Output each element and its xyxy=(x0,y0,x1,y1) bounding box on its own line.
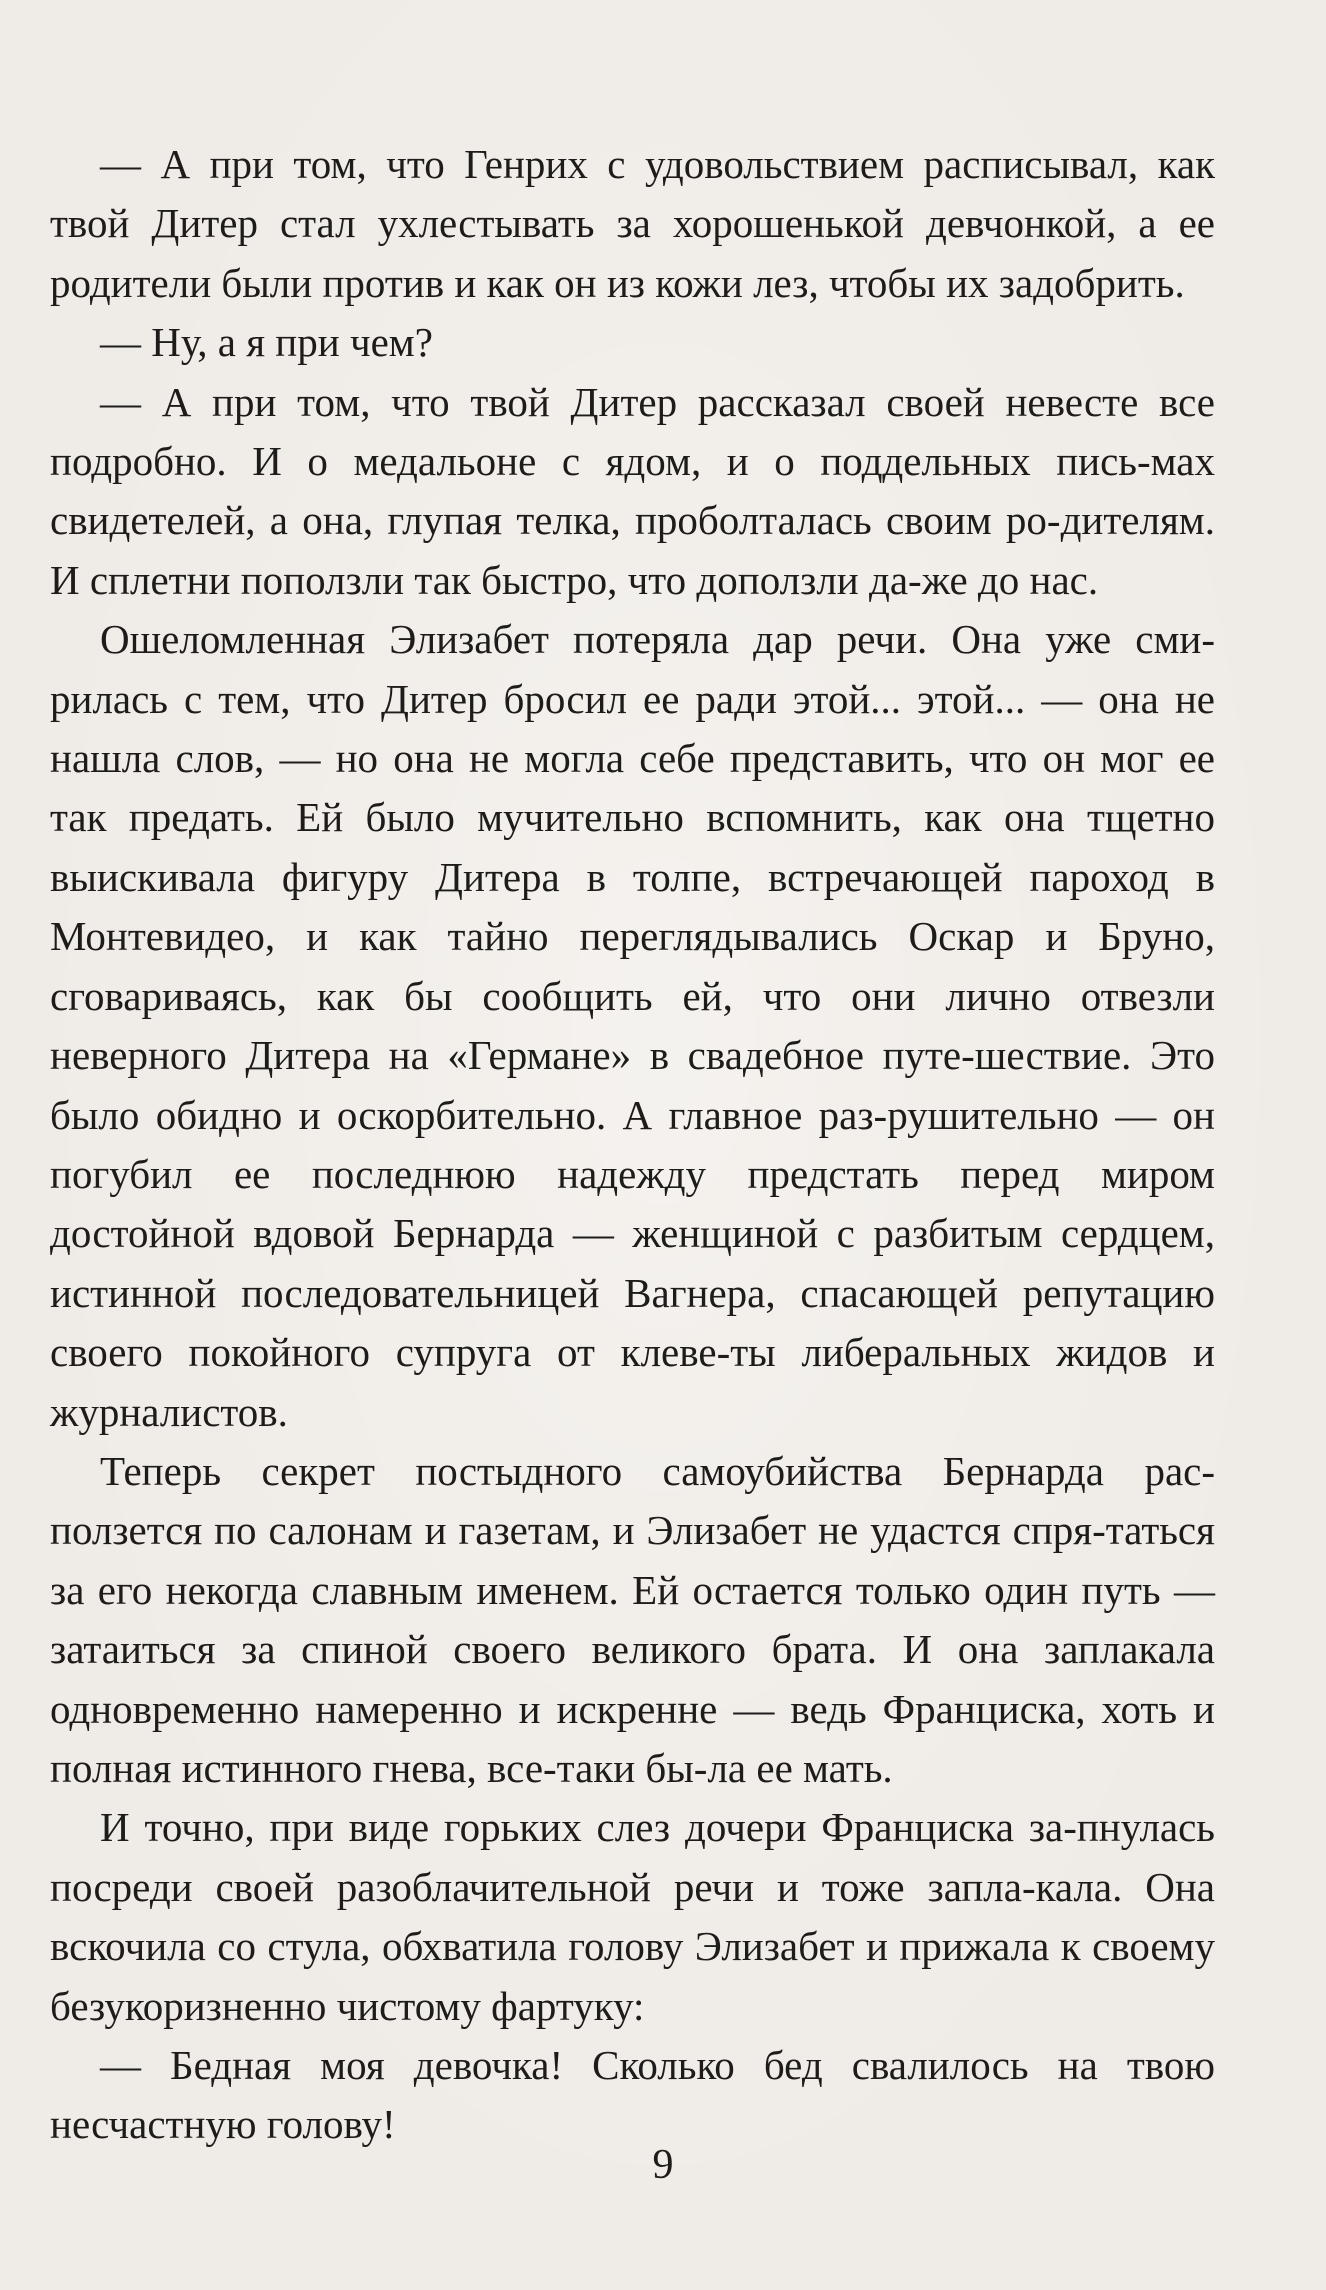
paragraph-1: — А при том, что Генрих с удовольствием расписывал, как твой Дитер стал ухлестывать за хорошенькой девчонкой, а ее родители были против и как он из кожи лез, чтобы их задобрить. xyxy=(50,141,1215,306)
paragraph-7: — Бедная моя девочка! Сколько бед свалилось на твою несчастную голову! xyxy=(50,2042,1215,2148)
page-number: 9 xyxy=(652,2142,674,2188)
paragraph-5: Теперь секрет постыдного самоубийства Бернарда рас-ползется по салонам и газетам, и Элизабет не удастся спря-таться за его некогда славным именем. Ей остается только один путь — затаиться за спиной своего великого брата. И она заплакала одновременно намеренно и искренне — ведь Франциска, хоть и полная истинного гнева, все-таки бы-ла ее мать. xyxy=(50,1447,1215,1791)
body-text xyxy=(50,135,1215,2155)
paragraph-4: Ошеломленная Элизабет потеряла дар речи. Она уже сми-рилась с тем, что Дитер бросил ее ради этой... этой... — она не нашла слов, — но она не могла себе представить, что он мог ее так предать. Ей было мучительно вспомнить, как она тщетно выискивала фигуру Дитера в толпе, встречающей пароход в Монтевидео, и как тайно переглядывались Оскар и Бруно, сговариваясь, как бы сообщить ей, что они лично отвезли неверного Дитера на «Германе» в свадебное путе-шествие. Это было обидно и оскорбительно. А главное раз-рушительно — он погубил ее последнюю надежду предстать перед миром достойной вдовой Бернарда — женщиной с разбитым сердцем, истинной последовательницей Вагнера, спасающей репутацию своего покойного супруга от клеве-ты либеральных жидов и журналистов. xyxy=(50,616,1215,1435)
paragraph-2: — Ну, а я при чем? xyxy=(100,319,433,366)
paragraph-3: — А при том, что твой Дитер рассказал своей невесте все подробно. И о медальоне с ядом, и о поддельных пись-мах свидетелей, а она, глупая телка, проболталась своим ро-дителям. И сплетни поползли так быстро, что доползли да-же до нас. xyxy=(50,378,1215,603)
paragraph-6: И точно, при виде горьких слез дочери Франциска за-пнулась посреди своей разоблачительной речи и тоже запла-кала. Она вскочила со стула, обхватила голову Элизабет и прижала к своему безукоризненно чистому фартуку: xyxy=(50,1804,1215,2029)
